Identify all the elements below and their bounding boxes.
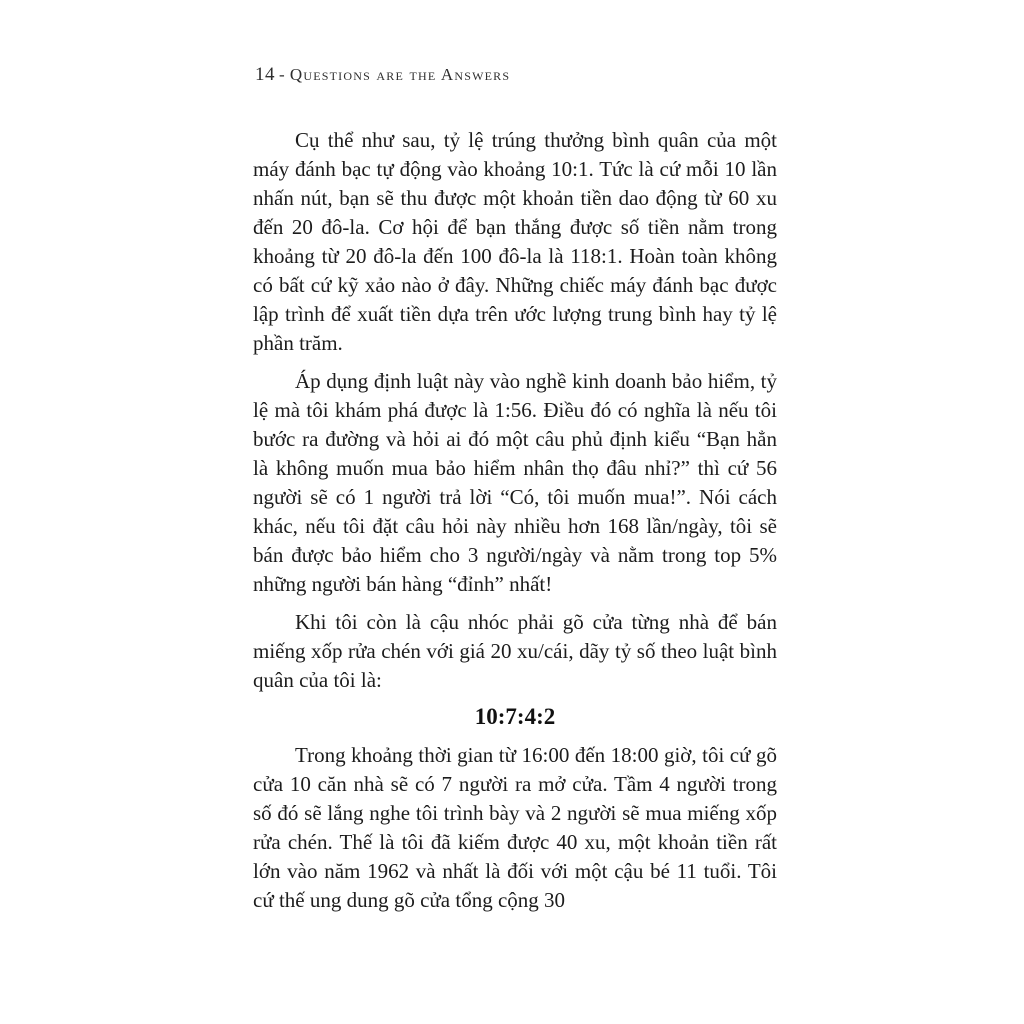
book-title: Questions are the Answers [289,65,511,84]
page-body [253,126,777,924]
paragraph-door-to-door-results: Trong khoảng thời gian từ 16:00 đến 18:00 giờ, tôi cứ gõ cửa 10 căn nhà sẽ có 7 người ra mở cửa. Tầm 4 người trong số đó sẽ lắng nghe tôi trình bày và 2 người sẽ mua miếng xốp rửa chén. Thế là tôi đã kiếm được 40 xu, một khoản tiền rất lớn vào năm 1962 và nhất là đối với một cậu bé 11 tuổi. Tôi cứ thế ung dung gõ cửa tổng cộng 30 [253,743,777,912]
ratio-heading: 10:7:4:2 [474,704,556,729]
header-separator: - [279,65,286,84]
running-header [255,64,510,86]
paragraph-insurance-ratio: Áp dụng định luật này vào nghề kinh doanh bảo hiểm, tỷ lệ mà tôi khám phá được là 1:56. Điều đó có nghĩa là nếu tôi bước ra đường và hỏi ai đó một câu phủ định kiểu “Bạn hẳn là không muốn mua bảo hiểm nhân thọ đâu nhỉ?” thì cứ 56 người sẽ có 1 người trả lời “Có, tôi muốn mua!”. Nói cách khác, nếu tôi đặt câu hỏi này nhiều hơn 168 lần/ngày, tôi sẽ bán được bảo hiểm cho 3 người/ngày và nằm trong top 5% những người bán hàng “đỉnh” nhất! [253,369,777,596]
paragraph-slot-machine-odds: Cụ thể như sau, tỷ lệ trúng thưởng bình quân của một máy đánh bạc tự động vào khoảng 10:1. Tức là cứ mỗi 10 lần nhấn nút, bạn sẽ thu được một khoản tiền dao động từ 60 xu đến 20 đô-la. Cơ hội để bạn thắng được số tiền nằm trong khoảng từ 20 đô-la đến 100 đô-la là 118:1. Hoàn toàn không có bất cứ kỹ xảo nào ở đây. Những chiếc máy đánh bạc được lập trình để xuất tiền dựa trên ước lượng trung bình hay tỷ lệ phần trăm. [253,128,777,355]
page-number: 14 [255,64,275,85]
paragraph-door-to-door-intro: Khi tôi còn là cậu nhóc phải gõ cửa từng nhà để bán miếng xốp rửa chén với giá 20 xu/cái, dãy tỷ số theo luật bình quân của tôi là: [253,610,777,692]
